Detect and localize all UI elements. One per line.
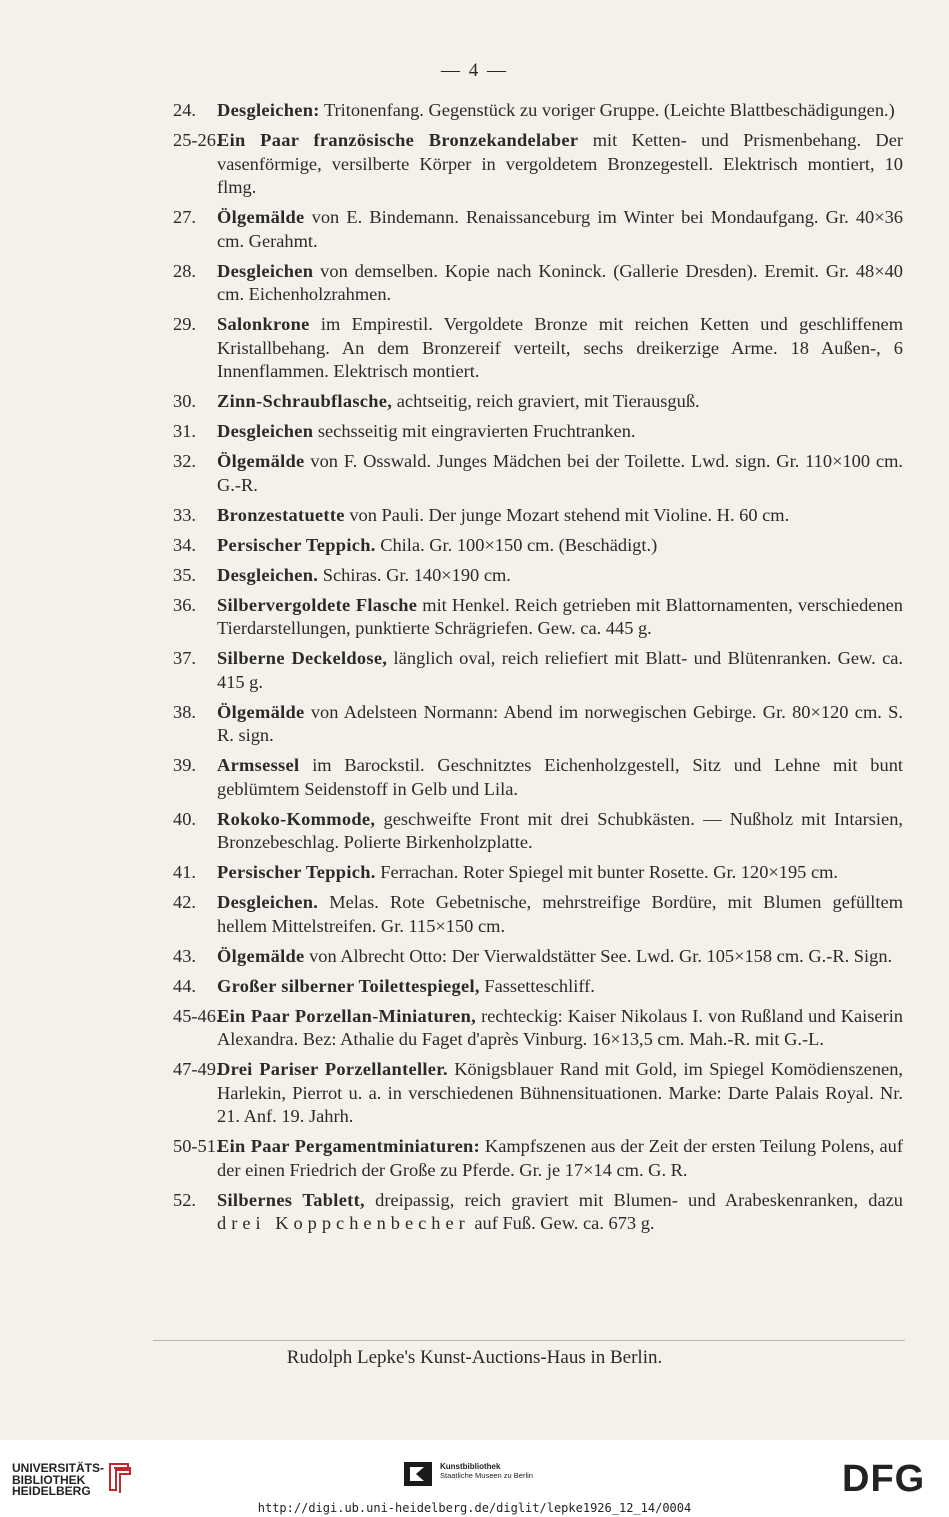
catalog-entry xyxy=(173,1005,903,1052)
entry-title: Zinn-Schraubflasche, xyxy=(217,391,393,411)
kunstbibliothek-icon xyxy=(404,1462,432,1486)
uni-line: UNIVERSITÄTS- xyxy=(12,1461,105,1475)
footer-rule xyxy=(153,1340,905,1341)
catalog-entry xyxy=(173,313,903,384)
entry-description: von demselben. Kopie nach Koninck. (Gallerie Dresden). Eremit. Gr. 48×40 cm. Eichenholzrahmen. xyxy=(217,260,903,304)
entry-title: Rokoko-Kommode, xyxy=(217,808,376,829)
catalog-entry xyxy=(173,1189,903,1236)
catalog-entry xyxy=(173,260,903,307)
entry-description: von E. Bindemann. Renaissanceburg im Winter bei Mondaufgang. Gr. 40×36 cm. Gerahmt. xyxy=(217,207,903,251)
entry-title: Ein Paar Pergamentminiaturen: xyxy=(217,1136,481,1156)
entry-number: 37. xyxy=(173,648,196,668)
entry-title: Silbernes Tablett, xyxy=(217,1189,365,1210)
entry-description: Schiras. Gr. 140×190 cm. xyxy=(318,564,511,585)
entry-description: Melas. Rote Gebetnische, mehrstreifige Bordüre, mit Blumen gefülltem hellem Mittelstreifen. Gr. 115×150 cm. xyxy=(217,892,903,936)
catalog-entry xyxy=(173,975,903,999)
entry-number: 38. xyxy=(173,701,196,722)
page-url-link[interactable]: http://digi.ub.uni-heidelberg.de/diglit/lepke1926_12_14/0004 xyxy=(257,1501,692,1515)
entry-description: Chila. Gr. 100×150 cm. (Beschädigt.) xyxy=(375,534,658,555)
catalog-entry xyxy=(173,861,903,885)
entry-title: Desgleichen. xyxy=(217,892,319,912)
catalog-entry xyxy=(173,564,903,588)
entry-title: Drei Pariser Porzellanteller. xyxy=(217,1059,448,1079)
catalog-entry xyxy=(173,450,903,497)
entry-number: 27. xyxy=(173,207,196,227)
entry-title: Persischer Teppich. xyxy=(217,862,376,882)
entry-description: auf Fuß. Gew. ca. 673 g. xyxy=(469,1213,655,1233)
entry-description: von F. Osswald. Junges Mädchen bei der Toilette. Lwd. sign. Gr. 110×100 cm. G.-R. xyxy=(217,451,903,495)
entry-description: geschweifte Front mit drei Schubkästen. — Nußholz mit Intarsien, Bronzebeschlag. Polierte Birkenholzplatte. xyxy=(217,808,903,852)
entry-description: im Empirestil. Vergoldete Bronze mit reichen Ketten und geschliffenem Kristallbehang. An dem Bronzereif verteilt, sechs dreikerzige Arme. 18 Außen-, 6 Innenflammen. Elektrisch montiert. xyxy=(217,314,903,381)
catalog-entry xyxy=(173,99,903,123)
catalog-entry xyxy=(173,1135,903,1182)
entry-number: 33. xyxy=(173,504,196,525)
entry-description: mit Henkel. Reich getrieben mit Blattornamenten, verschiedenen Tierdarstellungen, punktierte Schrägriefen. Gew. ca. 445 g. xyxy=(217,594,903,638)
entry-number: 34. xyxy=(173,534,196,555)
catalog-entry xyxy=(173,945,903,969)
catalog-entry xyxy=(173,701,903,748)
entry-number: 36. xyxy=(173,594,196,615)
entry-title: Ein Paar französische Bronzekandelaber xyxy=(217,130,579,150)
entry-description: sechsseitig mit eingravierten Fruchtranken. xyxy=(313,421,636,441)
university-library-logo[interactable] xyxy=(12,1463,104,1498)
entry-number: 44. xyxy=(173,975,196,996)
entry-description: von Albrecht Otto: Der Vierwaldstätter See. Lwd. Gr. 105×158 cm. G.-R. Sign. xyxy=(304,945,893,966)
uni-line: HEIDELBERG xyxy=(12,1484,91,1498)
entry-number: 39. xyxy=(173,755,196,775)
entry-number: 28. xyxy=(173,260,196,281)
entry-title: Ölgemälde xyxy=(217,945,305,966)
uni-logo-icon xyxy=(106,1460,132,1494)
entry-number: 24. xyxy=(173,100,196,120)
entry-title: Desgleichen: xyxy=(217,100,320,120)
entry-description: Kampfszenen aus der Zeit der ersten Teilung Polens, auf der einen Friedrich der Große zu Pferde. Gr. je 17×14 cm. G. R. xyxy=(217,1136,903,1180)
entry-number: 29. xyxy=(173,314,196,334)
entry-description: im Barockstil. Geschnitztes Eichenholzgestell, Sitz und Lehne mit bunt geblümtem Seidenstoff in Gelb und Lila. xyxy=(217,755,903,799)
catalog-entry xyxy=(173,390,903,414)
entry-description: dreipassig, reich graviert mit Blumen- und Arabeskenranken, dazu xyxy=(364,1189,903,1210)
catalog-entry xyxy=(173,647,903,694)
entry-description: Fassetteschliff. xyxy=(479,975,595,996)
entry-number: 45-46. xyxy=(173,1005,221,1026)
entry-number: 42. xyxy=(173,892,196,912)
catalog-entry xyxy=(173,534,903,558)
entry-number: 30. xyxy=(173,391,196,411)
entry-number: 40. xyxy=(173,808,196,829)
entry-number: 47-49. xyxy=(173,1059,221,1079)
entry-number: 52. xyxy=(173,1189,196,1210)
entry-title: Desgleichen xyxy=(217,260,314,281)
entry-description: von Adelsteen Normann: Abend im norwegischen Gebirge. Gr. 80×120 cm. S. R. sign. xyxy=(217,701,903,745)
catalog-entry xyxy=(173,891,903,938)
entry-title: Großer silberner Toilettespiegel, xyxy=(217,975,480,996)
entry-number: 25-26. xyxy=(173,130,221,150)
entry-description: Tritonenfang. Gegenstück zu voriger Gruppe. (Leichte Blattbeschädigungen.) xyxy=(319,100,895,120)
entry-title: Desgleichen. xyxy=(217,564,319,585)
entry-title: Salonkrone xyxy=(217,314,310,334)
page-footer: Rudolph Lepke's Kunst-Auctions-Haus in Berlin. xyxy=(286,1347,663,1368)
catalog-entry xyxy=(173,206,903,253)
entry-description: Ferrachan. Roter Spiegel mit bunter Rosette. Gr. 120×195 cm. xyxy=(375,862,839,882)
kb-subtitle: Staatliche Museen zu Berlin xyxy=(440,1471,533,1480)
bottom-bar xyxy=(0,1440,949,1517)
entry-title: Silberne Deckeldose, xyxy=(217,648,388,668)
entry-title: Ein Paar Porzellan-Miniaturen, xyxy=(217,1005,477,1026)
entry-title: Ölgemälde xyxy=(217,207,305,227)
entry-description: länglich oval, reich reliefiert mit Blatt- und Blütenranken. Gew. ca. 415 g. xyxy=(217,648,904,692)
dfg-logo[interactable]: DFG xyxy=(842,1458,926,1500)
entry-title: Desgleichen xyxy=(217,421,314,441)
entry-description: von Pauli. Der junge Mozart stehend mit Violine. H. 60 cm. xyxy=(344,504,790,525)
entry-title: Ölgemälde xyxy=(217,701,305,722)
entry-number: 43. xyxy=(173,945,196,966)
catalog-entries xyxy=(173,99,903,1242)
catalog-entry xyxy=(173,504,903,528)
page-number: — 4 — xyxy=(441,60,508,81)
kb-title: Kunstbibliothek xyxy=(440,1462,501,1471)
entry-description: Königsblauer Rand mit Gold, im Spiegel Komödienszenen, Harlekin, Pierrot u. a. in verschiedenen Bühnensituationen. Marke: Darte Palais Royal. Nr. 21. Anf. 19. Jahrh. xyxy=(217,1059,903,1126)
catalog-entry xyxy=(173,1058,903,1129)
entry-number: 35. xyxy=(173,564,196,585)
kunstbibliothek-logo[interactable] xyxy=(440,1462,533,1480)
entry-title: Persischer Teppich. xyxy=(217,534,376,555)
entry-spaced-text: drei Koppchenbecher xyxy=(217,1213,470,1233)
catalog-entry xyxy=(173,594,903,641)
catalog-entry xyxy=(173,808,903,855)
entry-description: mit Ketten- und Prismenbehang. Der vasenförmige, versilberte Körper in vergoldetem Bronzegestell. Elektrisch montiert, 10 flmg. xyxy=(217,130,904,197)
catalog-entry xyxy=(173,754,903,801)
catalog-entry xyxy=(173,129,903,200)
entry-description: achtseitig, reich graviert, mit Tierausguß. xyxy=(392,391,700,411)
entry-title: Bronzestatuette xyxy=(217,504,345,525)
uni-line: BIBLIOTHEK xyxy=(12,1472,86,1487)
entry-number: 50-51. xyxy=(173,1136,221,1156)
entry-number: 32. xyxy=(173,451,196,471)
catalog-entry xyxy=(173,420,903,444)
entry-number: 31. xyxy=(173,421,196,441)
entry-description: rechteckig: Kaiser Nikolaus I. von Rußland und Kaiserin Alexandra. Bez: Athalie du Faget d'après Vinburg. 16×13,5 cm. Mah.-R. mit G.-L. xyxy=(217,1005,904,1049)
entry-title: Armsessel xyxy=(217,755,300,775)
entry-title: Silbervergoldete Flasche xyxy=(217,594,418,615)
entry-number: 41. xyxy=(173,862,196,882)
entry-title: Ölgemälde xyxy=(217,451,305,471)
